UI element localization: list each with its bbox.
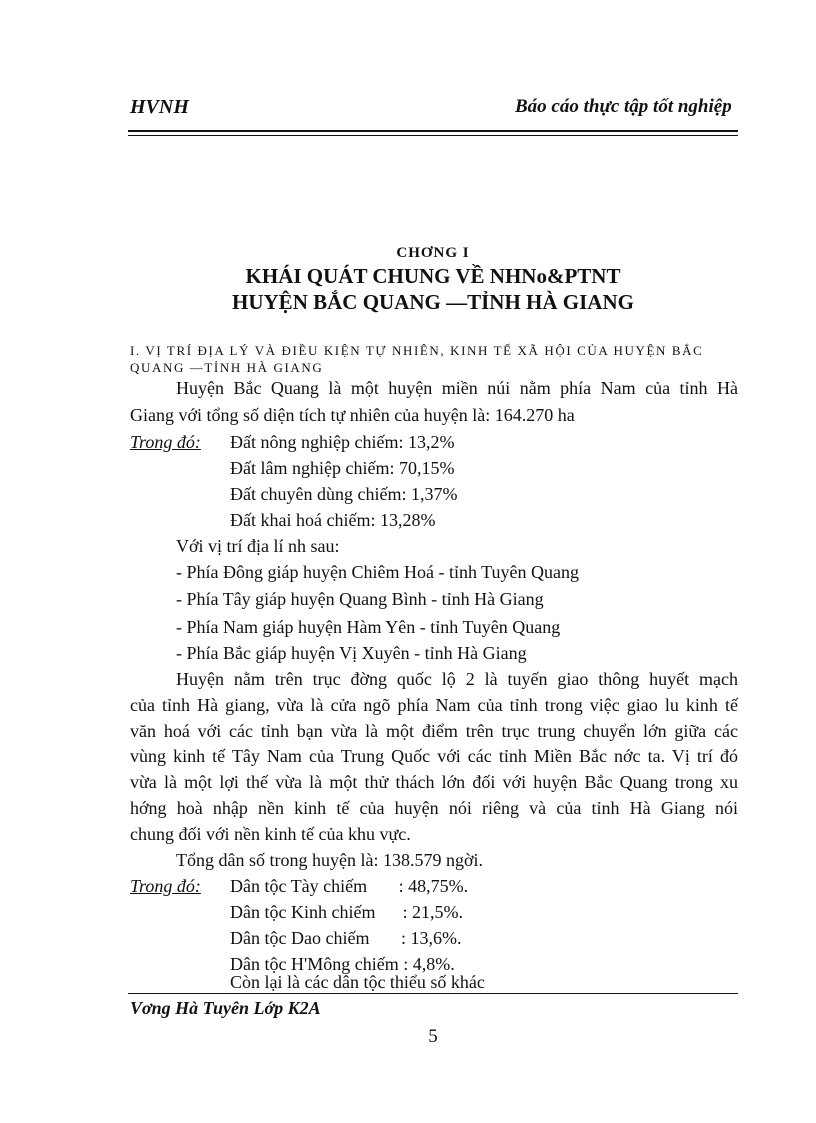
para2-line: văn hoá với các tỉnh bạn vừa là một điểm trên trục trung chuyển lớn giữa các: [130, 721, 738, 741]
header-rule-thick: [128, 130, 738, 132]
header-left-title: HVNH: [130, 96, 189, 118]
population-total: Tổng dân số trong huyện là: 138.579 ngời.: [176, 850, 483, 870]
land-label: Trong đó:: [130, 432, 201, 452]
population-item: Dân tộc Tày chiếm : 48,75%.: [230, 876, 469, 896]
para2-line: hớng hoà nhập nền kinh tế của huyện nói riêng và của tỉnh Hà Giang nói: [130, 798, 738, 818]
para2-line: vừa là một lợi thế vừa là một thử thách lớn đối với huyện Bắc Quang trong xu: [130, 772, 738, 792]
chapter-title-line1: KHÁI QUÁT CHUNG VỀ NHNo&PTNT: [245, 264, 621, 288]
chapter-title-line2: HUYỆN BẮC QUANG —TỈNH HÀ GIANG: [232, 290, 634, 314]
land-item: Đất khai hoá chiếm: 13,28%: [230, 510, 436, 530]
para1-line1: Huyện Bắc Quang là một huyện miền núi nằm phía Nam của tỉnh Hà: [176, 378, 738, 398]
footer-author: Vơng Hà Tuyên Lớp K2A: [130, 998, 321, 1018]
para2-line: Huyện nằm trên trục đờng quốc lộ 2 là tuyến giao thông huyết mạch: [176, 669, 738, 689]
population-label: Trong đó:: [130, 876, 201, 896]
population-item: Dân tộc Kinh chiếm : 21,5%.: [230, 902, 463, 922]
population-item: Dân tộc H'Mông chiếm : 4,8%.: [230, 954, 455, 974]
border-item: - Phía Đông giáp huyện Chiêm Hoá - tỉnh Tuyên Quang: [176, 562, 579, 582]
footer-rule: [128, 993, 738, 994]
page-number: 5: [428, 1026, 438, 1047]
section-heading-line2: QUANG —TỈNH HÀ GIANG: [130, 360, 324, 375]
population-item: Còn lại là các dân tộc thiểu số khác: [230, 972, 485, 992]
para2-line: chung đối với nền kinh tế của khu vực.: [130, 824, 411, 844]
land-item: Đất lâm nghiệp chiếm: 70,15%: [230, 458, 455, 478]
para1-line2: Giang với tổng số diện tích tự nhiên của huyện là: 164.270 ha: [130, 405, 575, 425]
para2-line: của tỉnh Hà giang, vừa là cửa ngõ phía Nam của tỉnh trong việc giao lu kinh tế: [130, 695, 738, 715]
para2-line: vùng kinh tế Tây Nam của Trung Quốc với các tỉnh Miền Bắc nớc ta. Vị trí đó: [130, 746, 738, 766]
chapter-label: CHƠNG I: [396, 245, 470, 261]
land-item: Đất nông nghiệp chiếm: 13,2%: [230, 432, 455, 452]
section-heading-line1: I. VỊ TRÍ ĐỊA LÝ VÀ ĐIỀU KIỆN TỰ NHIÊN, KINH TẾ XÃ HỘI CỦA HUYỆN BẮC: [130, 343, 704, 358]
border-item: - Phía Bắc giáp huyện Vị Xuyên - tỉnh Hà Giang: [176, 643, 527, 663]
header-right-title: Báo cáo thực tập tốt nghiệp: [515, 96, 732, 117]
borders-intro: Với vị trí địa lí nh sau:: [176, 536, 340, 556]
border-item: - Phía Nam giáp huyện Hàm Yên - tỉnh Tuyên Quang: [176, 617, 561, 637]
population-item: Dân tộc Dao chiếm : 13,6%.: [230, 928, 462, 948]
border-item: - Phía Tây giáp huyện Quang Bình - tỉnh Hà Giang: [176, 589, 544, 609]
land-item: Đất chuyên dùng chiếm: 1,37%: [230, 484, 458, 504]
header-rule-thin: [128, 135, 738, 136]
